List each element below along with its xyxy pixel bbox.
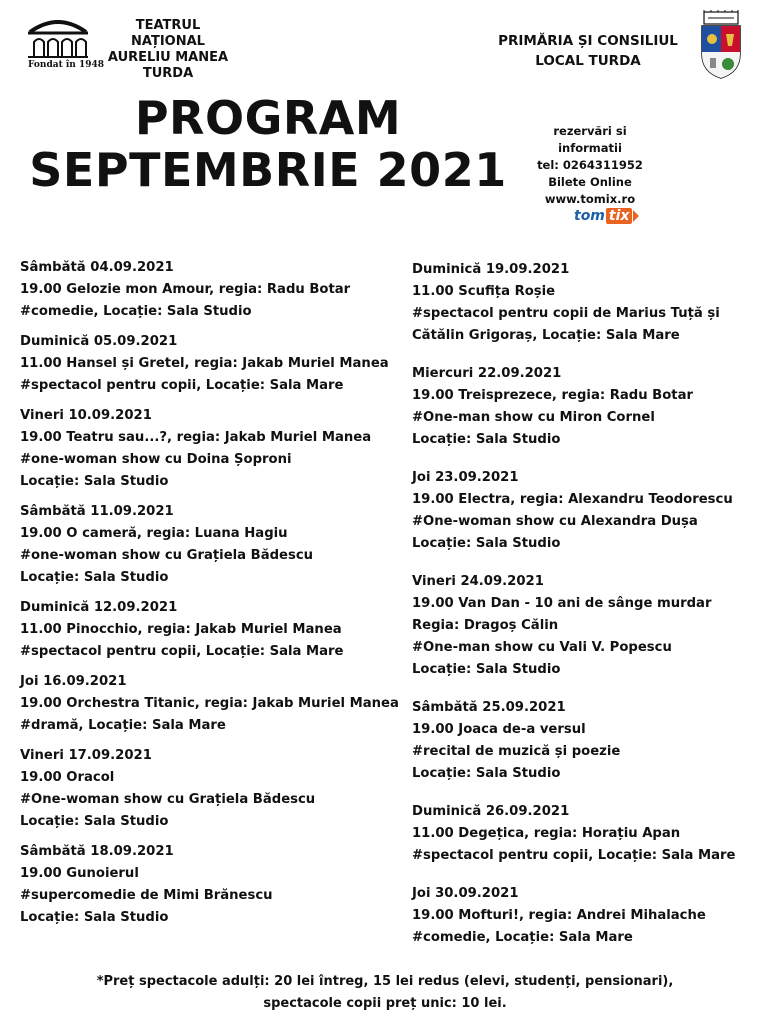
event-detail: #supercomedie de Mimi Brănescu: [20, 888, 273, 903]
event-item: [412, 363, 768, 451]
event-item: [20, 671, 399, 737]
event-item: [20, 405, 380, 493]
event-date: Vineri 17.09.2021: [20, 748, 152, 763]
event-item: [412, 697, 768, 785]
event-detail: 11.00 Hansel și Gretel, regia: Jakab Muriel Manea: [20, 356, 389, 371]
events-right-column: [412, 259, 768, 965]
event-detail: Locație: Sala Studio: [412, 662, 561, 677]
theatre-name-line: TURDA: [142, 66, 194, 81]
event-detail: #one-woman show cu Doina Șoproni: [20, 452, 292, 467]
event-detail: 11.00 Scufița Roșie: [412, 284, 556, 299]
event-detail: 19.00 Oracol: [20, 770, 115, 785]
event-detail: Locație: Sala Studio: [20, 910, 169, 925]
event-detail: Locație: Sala Studio: [412, 432, 561, 447]
event-detail: Locație: Sala Studio: [20, 570, 169, 585]
event-detail: Regia: Dragoș Călin: [412, 618, 559, 633]
event-detail: Locație: Sala Studio: [412, 766, 561, 781]
event-date: Duminică 19.09.2021: [412, 262, 570, 277]
price-note-line: spectacole copii preț unic: 10 lei.: [263, 996, 507, 1011]
event-date: Joi 30.09.2021: [412, 886, 519, 901]
contact-line: Bilete Online: [548, 175, 632, 189]
event-detail: #spectacol pentru copii, Locație: Sala Mare: [20, 378, 344, 393]
event-detail: Locație: Sala Studio: [412, 536, 561, 551]
theatre-name-line: AURELIU MANEA: [107, 50, 229, 65]
event-date: Vineri 10.09.2021: [20, 408, 152, 423]
event-item: [20, 745, 380, 833]
event-detail: #comedie, Locație: Sala Studio: [20, 304, 252, 319]
event-item: [20, 841, 380, 929]
event-item: [412, 467, 768, 555]
event-detail: 19.00 Van Dan - 10 ani de sânge murdar: [412, 596, 712, 611]
tomtix-logo-tom: tom: [574, 208, 605, 224]
event-item: [20, 331, 389, 397]
event-detail: 19.00 Electra, regia: Alexandru Teodorescu: [412, 492, 733, 507]
event-date: Joi 23.09.2021: [412, 470, 519, 485]
event-detail: Locație: Sala Studio: [20, 814, 169, 829]
event-detail: Locație: Sala Studio: [20, 474, 169, 489]
event-item: [412, 801, 768, 867]
event-detail: #spectacol pentru copii, Locație: Sala Mare: [412, 848, 736, 863]
tomtix-logo[interactable]: [574, 206, 639, 226]
event-item: [20, 501, 380, 589]
event-detail: 19.00 Teatru sau...?, regia: Jakab Muriel Manea: [20, 430, 372, 445]
event-detail: #One-man show cu Miron Cornel: [412, 410, 655, 425]
contact-info: [530, 123, 650, 208]
event-detail: 19.00 Gunoierul: [20, 866, 139, 881]
event-detail: 19.00 Mofturi!, regia: Andrei Mihalache: [412, 908, 706, 923]
city-hall-line: LOCAL TURDA: [535, 53, 641, 69]
event-detail: #dramă, Locație: Sala Mare: [20, 718, 226, 733]
event-detail: 11.00 Pinocchio, regia: Jakab Muriel Manea: [20, 622, 342, 637]
contact-line: rezervări si informatii: [553, 124, 627, 155]
event-detail: Cătălin Grigoraș, Locație: Sala Mare: [412, 328, 680, 343]
event-detail: 19.00 Joaca de-a versul: [412, 722, 586, 737]
event-date: Duminică 12.09.2021: [20, 600, 178, 615]
contact-website[interactable]: www.tomix.ro: [544, 192, 636, 206]
title-line: PROGRAM: [134, 91, 402, 145]
event-detail: #spectacol pentru copii, Locație: Sala Mare: [20, 644, 344, 659]
city-crest-icon: [698, 10, 744, 80]
event-date: Joi 16.09.2021: [20, 674, 127, 689]
event-item: [20, 257, 380, 323]
event-date: Duminică 26.09.2021: [412, 804, 570, 819]
event-date: Duminică 05.09.2021: [20, 334, 178, 349]
event-detail: 11.00 Degețica, regia: Horațiu Apan: [412, 826, 681, 841]
title-line: SEPTEMBRIE 2021: [29, 143, 507, 197]
city-hall-line: PRIMĂRIA ȘI CONSILIUL: [498, 33, 678, 49]
price-note: [60, 971, 710, 1015]
contact-phone[interactable]: tel: 0264311952: [537, 158, 643, 172]
price-note-line: *Preț spectacole adulți: 20 lei întreg, 15 lei redus (elevi, studenți, pensionari),: [96, 974, 674, 989]
event-item: [20, 597, 380, 663]
event-detail: #spectacol pentru copii de Marius Tuță și: [412, 306, 720, 321]
event-date: Miercuri 22.09.2021: [412, 366, 562, 381]
events-left-column: [20, 257, 399, 937]
event-item: [412, 259, 768, 347]
event-date: Sâmbătă 25.09.2021: [412, 700, 566, 715]
event-item: [412, 883, 768, 949]
event-detail: #One-woman show cu Grațiela Bădescu: [20, 792, 316, 807]
theatre-name-line: TEATRUL NAȚIONAL: [131, 18, 205, 49]
event-detail: 19.00 Orchestra Titanic, regia: Jakab Muriel Manea: [20, 696, 399, 711]
event-detail: #One-woman show cu Alexandra Dușa: [412, 514, 698, 529]
event-detail: 19.00 Treisprezece, regia: Radu Botar: [412, 388, 693, 403]
theatre-header: [26, 16, 256, 81]
theatre-name: [98, 18, 238, 82]
event-detail: #one-woman show cu Grațiela Bădescu: [20, 548, 314, 563]
event-detail: #One-man show cu Vali V. Popescu: [412, 640, 672, 655]
founded-text: Fondat în 1948: [28, 60, 105, 70]
event-date: Sâmbătă 11.09.2021: [20, 504, 174, 519]
play-arrow-icon: [633, 210, 639, 222]
city-hall-name: [488, 31, 688, 71]
event-detail: 19.00 O cameră, regia: Luana Hagiu: [20, 526, 288, 541]
page-title: [24, 92, 512, 196]
event-date: Sâmbătă 18.09.2021: [20, 844, 174, 859]
event-detail: #recital de muzică și poezie: [412, 744, 621, 759]
event-date: Vineri 24.09.2021: [412, 574, 544, 589]
event-detail: #comedie, Locație: Sala Mare: [412, 930, 633, 945]
tomtix-logo-tix: tix: [606, 208, 633, 224]
event-date: Sâmbătă 04.09.2021: [20, 260, 174, 275]
event-detail: 19.00 Gelozie mon Amour, regia: Radu Botar: [20, 282, 351, 297]
event-item: [412, 571, 768, 681]
